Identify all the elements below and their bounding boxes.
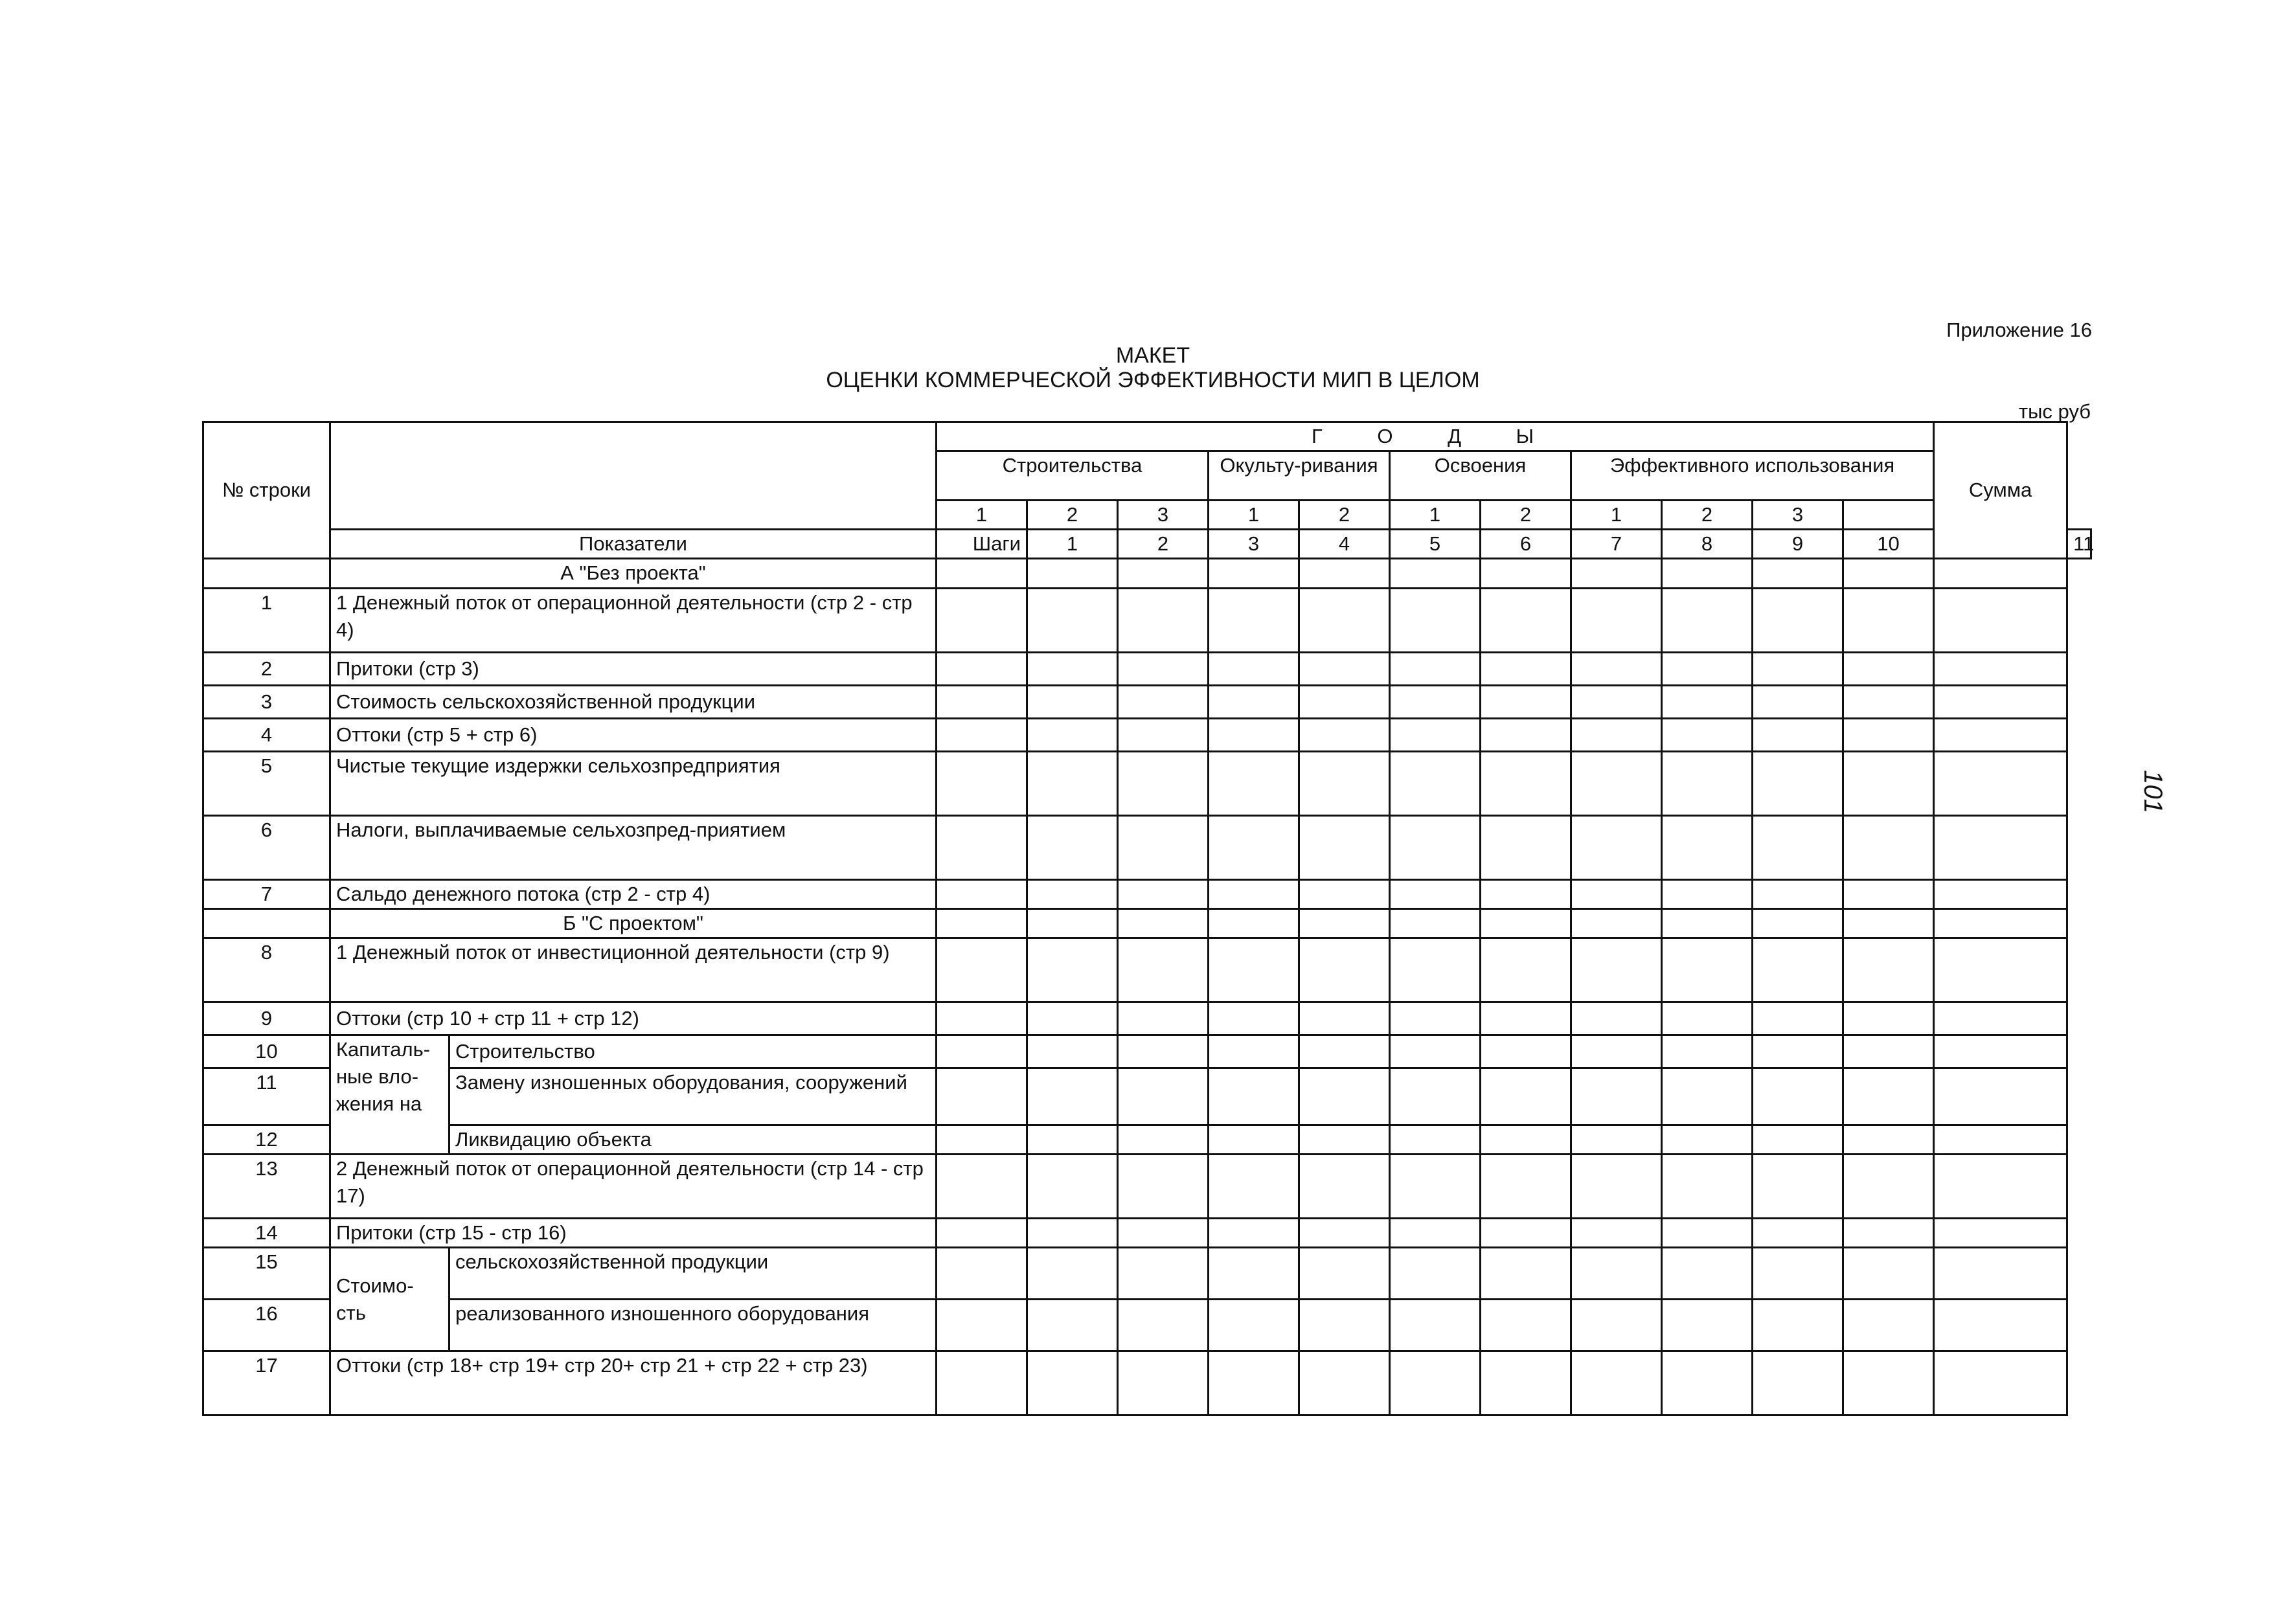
period-cultivation: Окульту-ривания [1209,451,1390,501]
page-number: 101 [2138,770,2167,813]
period-year-cell: 1 [1209,501,1299,530]
table-row [203,1219,2091,1248]
cost-group-cell: Стоимо-сть [330,1248,449,1351]
indicator-cell: Строительство [449,1035,937,1068]
indicator-cell: Оттоки (стр 18+ стр 19+ стр 20+ стр 21 + стр 22 + стр 23) [330,1351,937,1415]
section-row [203,559,2091,588]
indicator-cell: Налоги, выплачиваемые сельхозпред-приятием [330,815,937,879]
row-no-cell [203,559,330,588]
row-no-cell: 5 [203,751,330,815]
table-row [203,1035,2091,1068]
table-row [203,652,2091,685]
section-row [203,908,2091,938]
row-no-cell: 3 [203,685,330,718]
row-no-cell: 4 [203,718,330,751]
indicator-cell: Притоки (стр 3) [330,652,937,685]
indicator-cell: Замену изношенных оборудования, сооружений [449,1068,937,1125]
row-no-cell: 7 [203,879,330,908]
units-label: тыс руб [2018,400,2091,423]
table-row [203,1155,2091,1219]
indicator-cell: 1 Денежный поток от операционной деятельности (стр 2 - стр 4) [330,588,937,652]
indicator-cell: 1 Денежный поток от инвестиционной деятельности (стр 9) [330,938,937,1002]
indicator-cell: 2 Денежный поток от операционной деятельности (стр 14 - стр 17) [330,1155,937,1219]
indicator-cell: Оттоки (стр 10 + стр 11 + стр 12) [330,1002,937,1035]
years-header: Г О Д Ы [937,422,1934,451]
indicator-cell: Чистые текущие издержки сельхозпредприятия [330,751,937,815]
period-effective: Эффективного использования [1571,451,1934,501]
step-cell: 9 [1753,530,1843,559]
step-cell: 10 [1843,530,1934,559]
period-development: Освоения [1390,451,1571,501]
step-cell: 1 [1027,530,1118,559]
period-year-cell: 2 [1299,501,1390,530]
table-row [203,938,2091,1002]
step-cell: 5 [1390,530,1481,559]
row-no-cell: 11 [203,1068,330,1125]
row-no-cell: 2 [203,652,330,685]
step-cell: 7 [1571,530,1662,559]
table-row [203,1002,2091,1035]
appendix-label: Приложение 16 [1946,319,2092,341]
period-year-cell: 2 [1027,501,1118,530]
step-cell: 6 [1481,530,1571,559]
row-no-cell: 16 [203,1300,330,1351]
period-year-cell: 2 [1481,501,1571,530]
indicator-cell: Сальдо денежного потока (стр 2 - стр 4) [330,879,937,908]
row-no-cell: 17 [203,1351,330,1415]
row-no-cell [203,908,330,938]
step-cell: 11 [2067,530,2091,559]
document-title: МАКЕТ [1115,343,1190,368]
indicator-cell: Ликвидацию объекта [449,1125,937,1154]
sum-header: Сумма [1934,422,2067,559]
table-row [203,685,2091,718]
header-row-years [203,422,2091,451]
period-year-cell: 1 [937,501,1027,530]
table-row [203,1300,2091,1351]
step-cell: 2 [1118,530,1209,559]
period-year-cell: 3 [1118,501,1209,530]
row-no-header: № строки [203,422,330,559]
table-row [203,588,2091,652]
period-year-cell: 2 [1662,501,1753,530]
table-row [203,1351,2091,1415]
row-no-cell: 8 [203,938,330,1002]
table-row [203,751,2091,815]
row-no-cell: 9 [203,1002,330,1035]
indicator-cell: реализованного изношенного оборудования [449,1300,937,1351]
indicator-cell: сельскохозяйственной продукции [449,1248,937,1300]
table-row [203,1068,2091,1125]
table-row [203,815,2091,879]
indicator-cell: Притоки (стр 15 - стр 16) [330,1219,937,1248]
period-construction: Строительства [937,451,1209,501]
row-no-cell: 12 [203,1125,330,1154]
capital-group-cell: Капиталь-ные вло-жения на [330,1035,449,1154]
period-year-cell: 1 [1390,501,1481,530]
period-year-cell: 1 [1571,501,1662,530]
row-no-cell: 14 [203,1219,330,1248]
table-row [203,1248,2091,1300]
blank-header-cell [330,422,937,530]
step-cell: 8 [1662,530,1753,559]
indicators-header: Показатели [330,530,937,559]
table-row [203,1125,2091,1154]
indicator-cell: Оттоки (стр 5 + стр 6) [330,718,937,751]
header-row-steps [203,530,2091,559]
step-cell: 3 [1209,530,1299,559]
table-row [203,718,2091,751]
document-subtitle: ОЦЕНКИ КОММЕРЧЕСКОЙ ЭФФЕКТИВНОСТИ МИП В ЦЕЛОМ [826,368,1480,392]
steps-header: Шаги [937,530,1027,559]
indicator-cell: Стоимость сельскохозяйственной продукции [330,685,937,718]
table-row [203,879,2091,908]
row-no-cell: 6 [203,815,330,879]
section-b-title: Б "С проектом" [330,908,937,938]
period-year-cell: 3 [1753,501,1843,530]
step-cell: 4 [1299,530,1390,559]
row-no-cell: 10 [203,1035,330,1068]
row-no-cell: 1 [203,588,330,652]
evaluation-table [202,421,2095,1416]
section-a-title: А "Без проекта" [330,559,937,588]
row-no-cell: 13 [203,1155,330,1219]
row-no-cell: 15 [203,1248,330,1300]
period-year-cell [1843,501,1934,530]
